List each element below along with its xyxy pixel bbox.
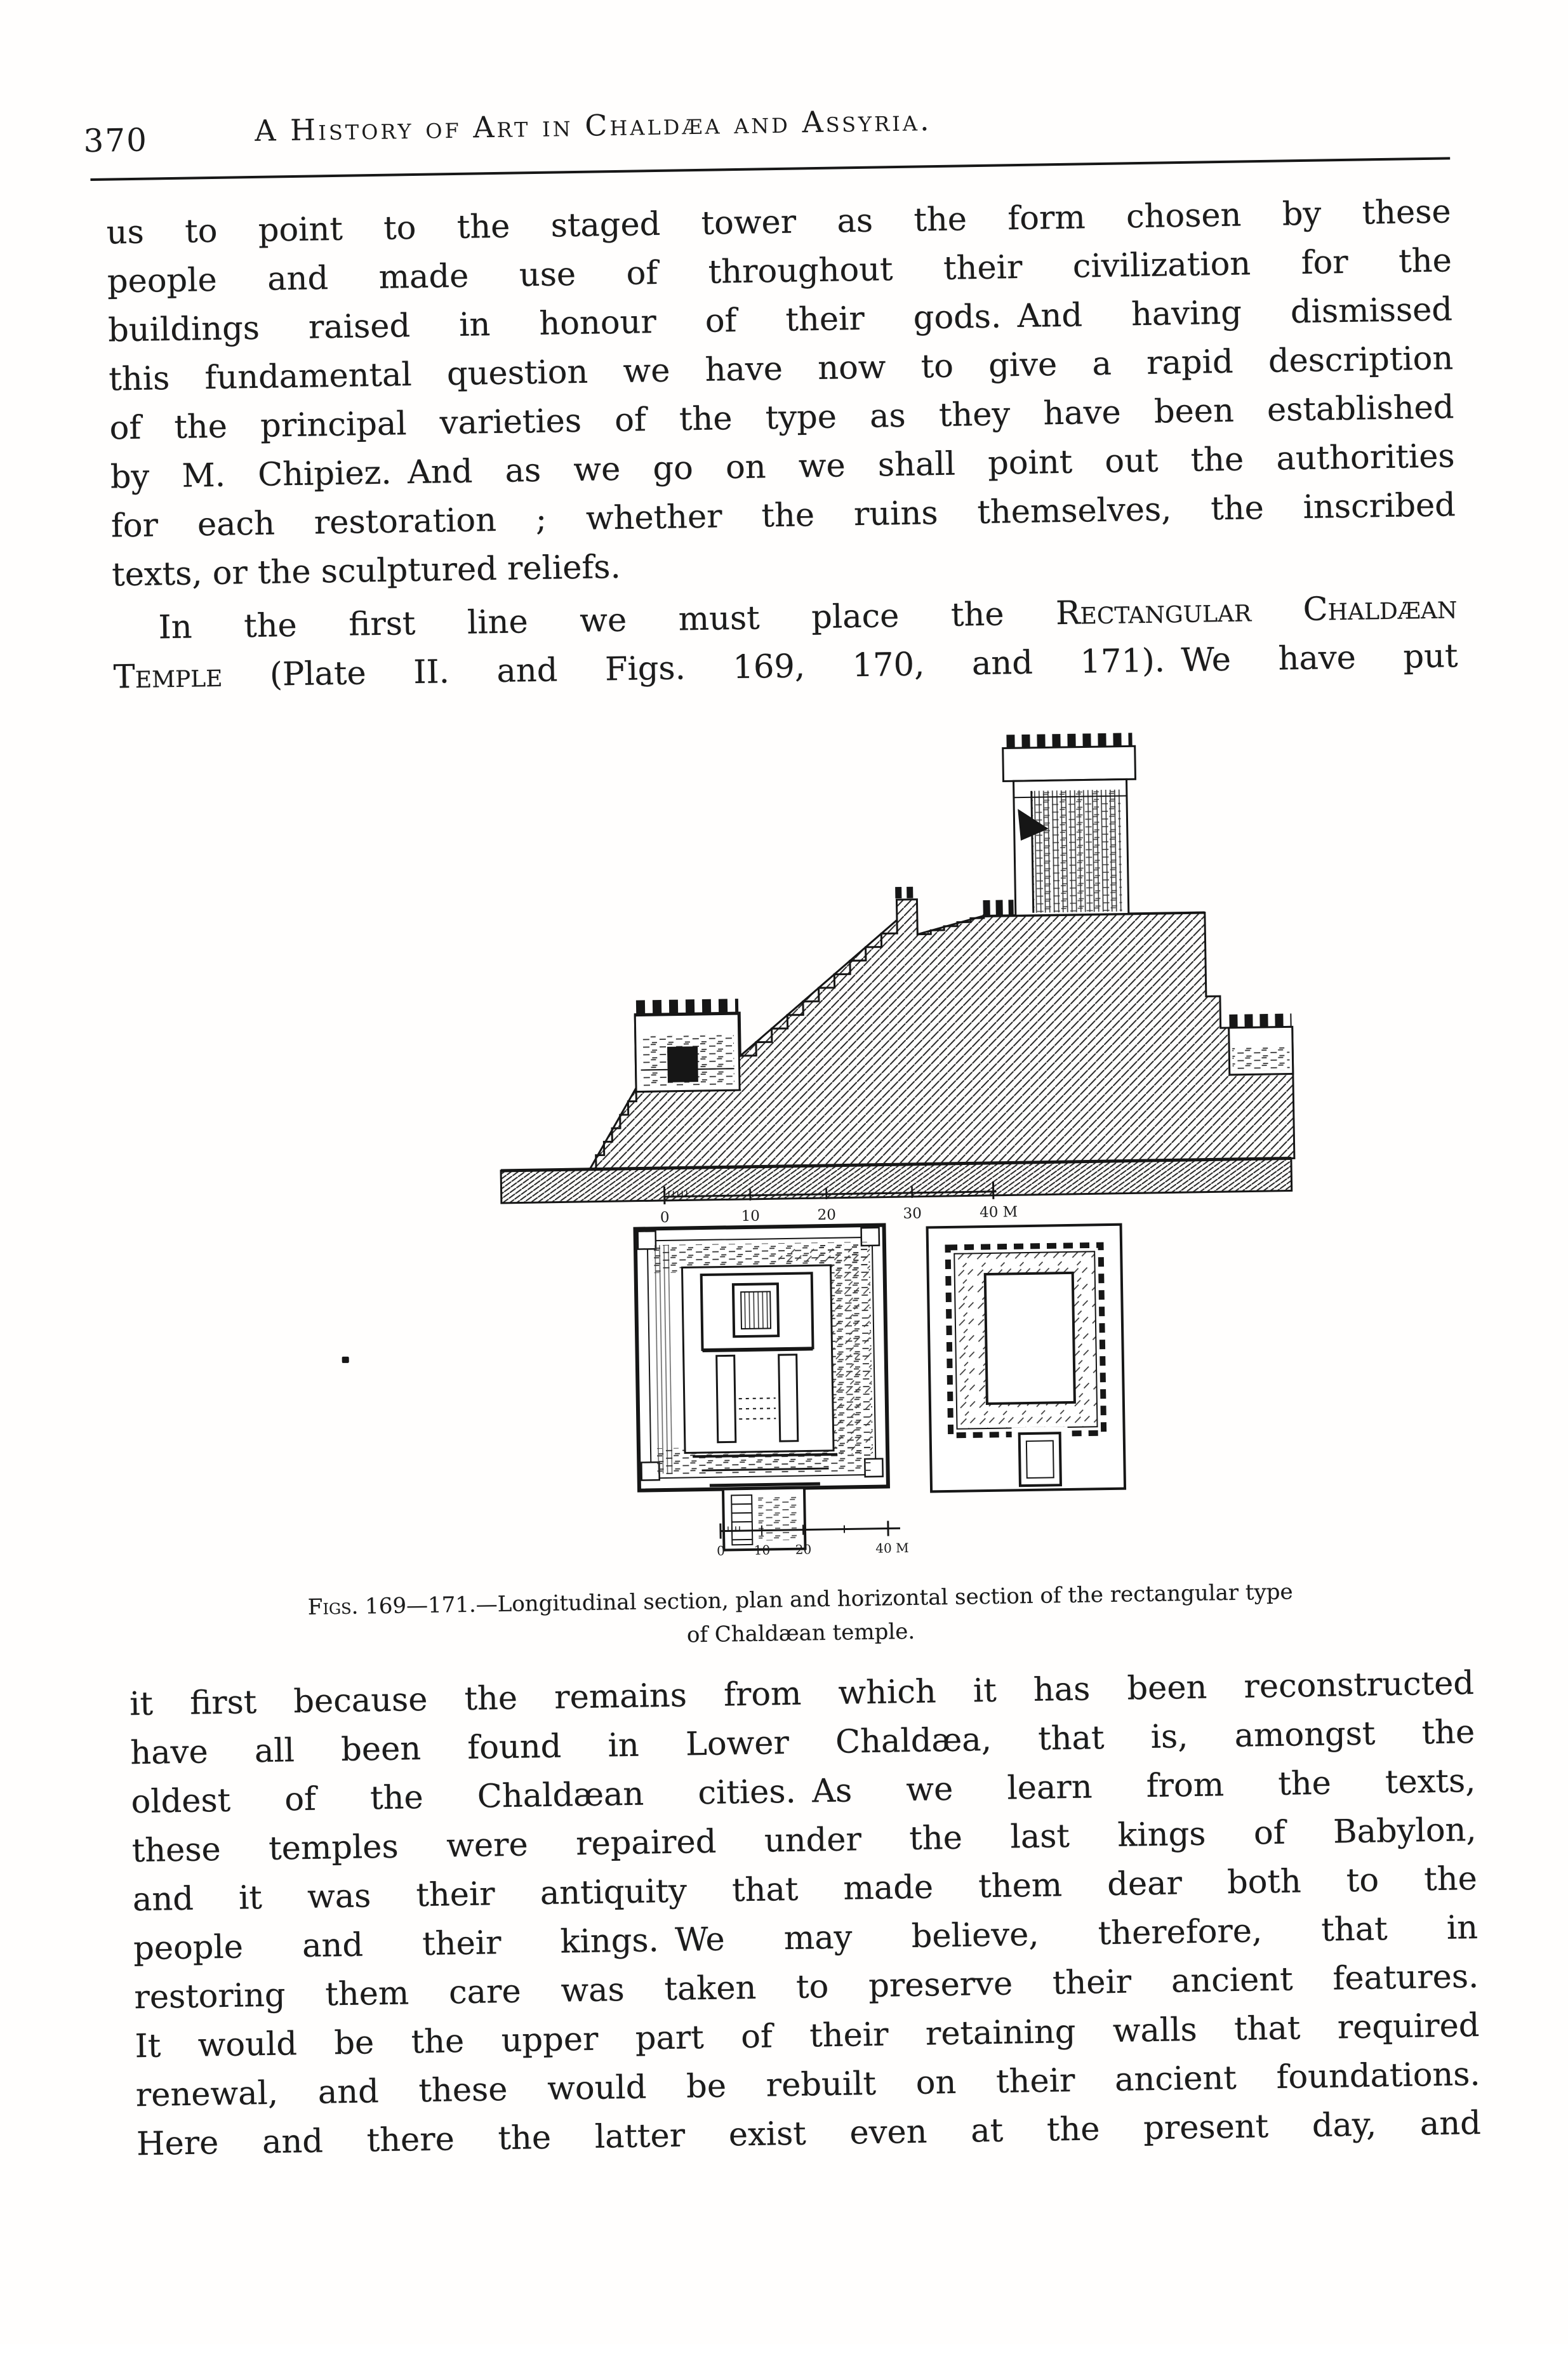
scale-tick-label: 0 [660,1209,670,1226]
figure-caption-figs-label: Figs. 169—171. [308,1592,477,1620]
summit-turret-teeth [983,907,1014,908]
text-line: texts, or the sculptured reliefs. [112,529,1457,599]
small-caps-segment: Temple [113,657,222,696]
page-number: 370 [83,122,148,160]
summit-shrine-tower [1003,739,1138,915]
text-line: buildings raised in honour of their gods. And having dismissed [108,285,1453,355]
figure-illustration [472,728,1304,1585]
text-line: us to point to the staged tower as the form chosen by these [106,187,1451,257]
text-line: have all been found in Lower Chaldæa, that is, amongst the [130,1708,1475,1778]
left-battlement-turret [635,1006,740,1092]
scale-tick-label: 40 M [980,1204,1018,1221]
figure-caption [128,1573,1473,1661]
running-header-title: A History of Art in Chaldæa and Assyria. [255,103,932,148]
right-parapet [1228,1020,1292,1075]
text-line: renewal, and these would be rebuilt on their ancient foundations. [135,2050,1480,2120]
paragraph-3 [130,1659,1482,2169]
paragraph-1 [106,187,1456,599]
ziggurat-section-drawing [495,736,1295,1203]
ink-speck [342,1357,349,1363]
scale-tick-label: 0 [717,1543,725,1559]
scale-tick-label: 20 [817,1207,836,1223]
scale-tick-label: 10 [754,1542,771,1557]
text-line: It would be the upper part of their retaining walls that required [135,2001,1480,2071]
text-line: this fundamental question we have now to give a rapid description [109,334,1454,404]
text-line: oldest of the Chaldæan cities. As we learn from the texts, [131,1757,1476,1827]
temple-plan-left [635,1225,889,1552]
text-segment: In the first line we must place the [158,595,1056,646]
text-line: by M. Chipiez. And as we go on we shall point out the authorities [110,432,1455,502]
text-line: these temples were repaired under the last kings of Babylon, [131,1806,1477,1875]
figure-caption-line-2: of Chaldæan temple. [128,1606,1473,1661]
text-line: for each restoration ; whether the ruins themselves, the inscribed [110,481,1456,550]
text-line: of the principal varieties of the type as they have been established [109,383,1454,453]
text-line: people and their kings. We may believe, therefore, that in [133,1903,1478,1973]
text-line: and it was their antiquity that made them dear both to the [132,1854,1477,1924]
small-caps-segment: Rectangular Chaldæan [1056,589,1458,632]
scale-tick-label: 30 [903,1206,922,1222]
temple-plan-right [927,1225,1125,1492]
text-line: restoring them care was taken to preserve their ancient features. [134,1952,1479,2022]
text-segment: (Plate II. and Figs. 169, 170, and 171). We have put [222,637,1458,695]
scale-tick-label: 10 [741,1208,760,1225]
paragraph-2 [112,583,1458,702]
scale-tick-label: 20 [795,1541,812,1557]
scale-tick-label: 40 M [875,1540,909,1556]
text-line: it first because the remains from which it has been reconstructed [130,1659,1475,1729]
figure-caption-text: —Longitudinal section, plan and horizontal section of the rectangular type [475,1579,1293,1617]
text-line: people and made use of throughout their civilization for the [107,236,1452,306]
text-line: Here and there the latter exist even at the present day, and [136,2099,1481,2169]
header-rule [90,157,1450,181]
